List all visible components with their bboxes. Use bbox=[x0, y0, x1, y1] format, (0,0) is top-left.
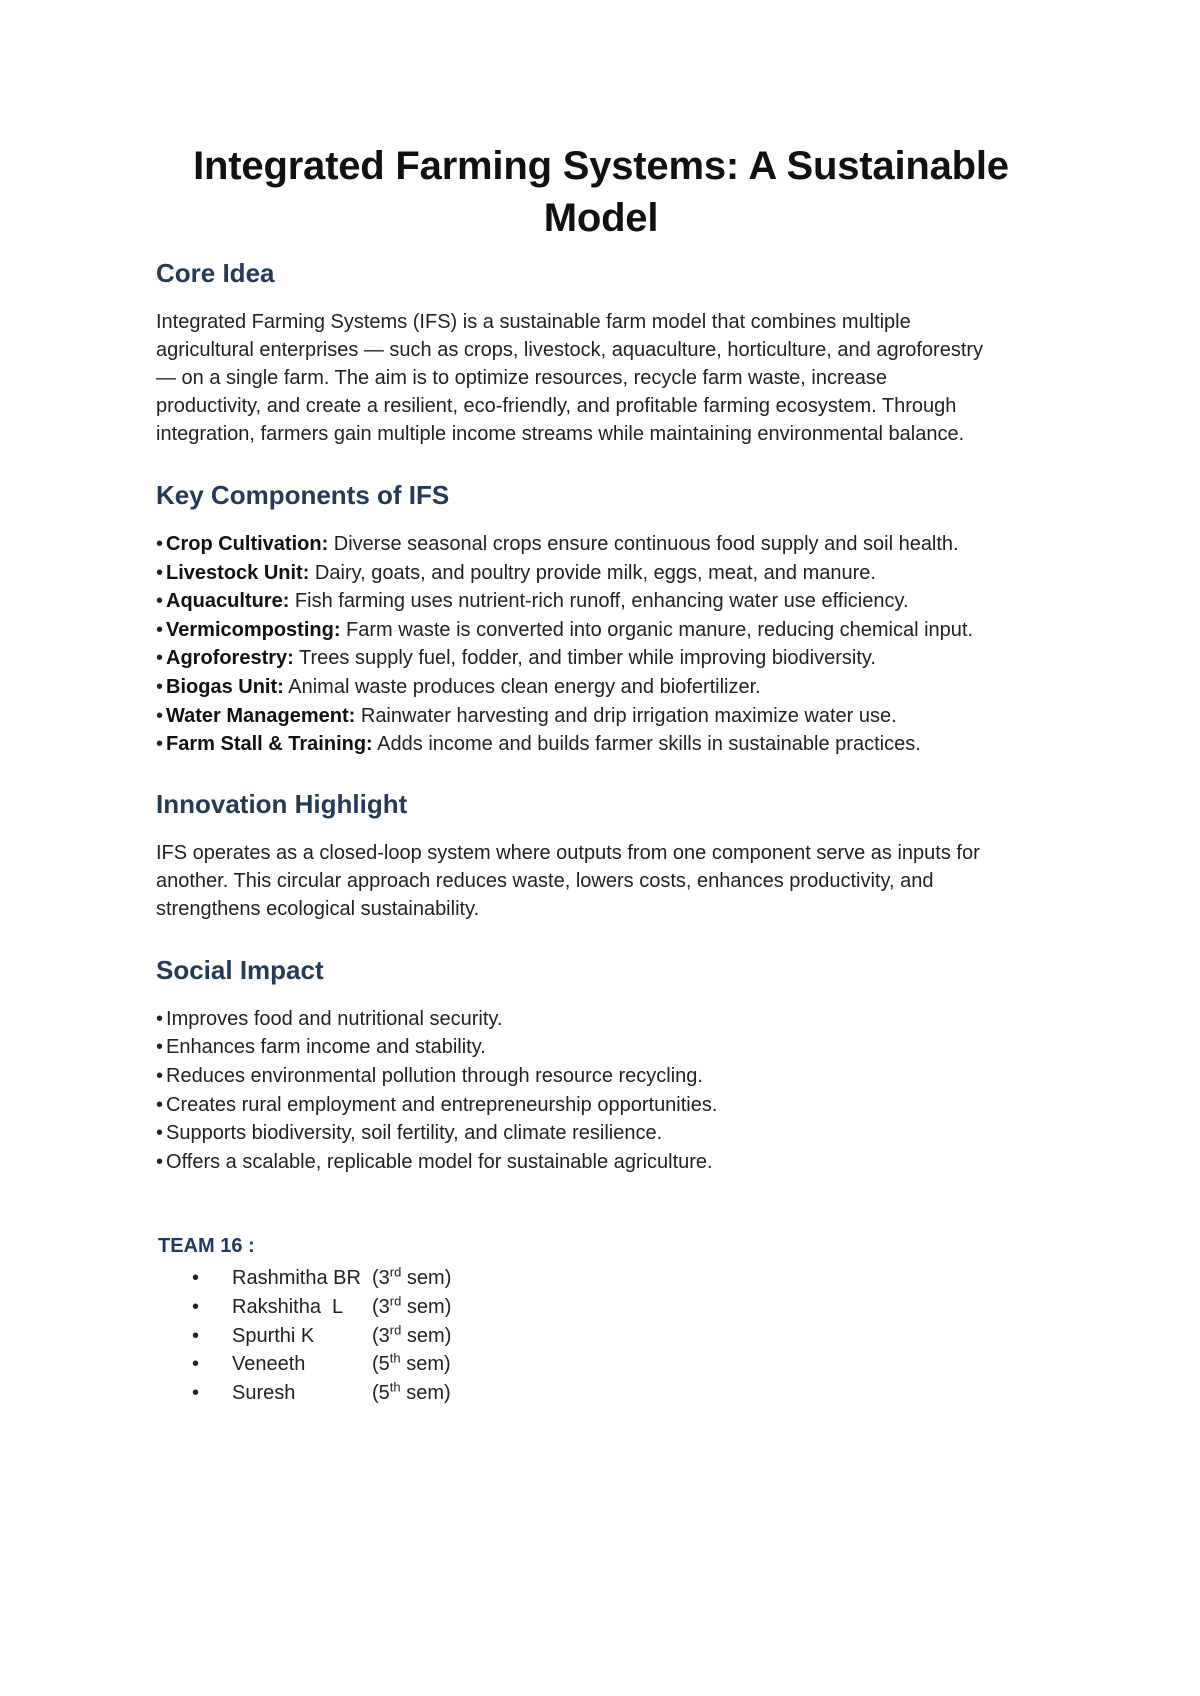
member-sem-sup: rd bbox=[389, 1321, 402, 1337]
team-member bbox=[192, 1322, 1046, 1351]
core-idea-line: — on a single farm. The aim is to optimize resources, recycle farm waste, increase bbox=[156, 367, 888, 389]
core-idea-line: integration, farmers gain multiple income streams while maintaining environmental balance. bbox=[156, 423, 965, 445]
bullet-icon: • bbox=[156, 733, 164, 756]
innovation-line: strengthens ecological sustainability. bbox=[156, 897, 480, 920]
list-item bbox=[156, 702, 1046, 731]
bullet-icon: • bbox=[192, 1267, 200, 1290]
list-item bbox=[156, 530, 1046, 559]
member-sem-close: sem) bbox=[401, 1267, 452, 1290]
components-list bbox=[156, 530, 1046, 759]
member-sem-sup: th bbox=[389, 1350, 401, 1366]
component-text: Animal waste produces clean energy and biofertilizer. bbox=[283, 675, 761, 698]
component-text: Farm waste is converted into organic manure, reducing chemical input. bbox=[340, 618, 974, 641]
component-text: Rainwater harvesting and drip irrigation maximize water use. bbox=[355, 704, 897, 727]
list-item bbox=[156, 1062, 1046, 1091]
list-item bbox=[156, 1033, 1046, 1062]
bullet-icon: • bbox=[156, 1150, 164, 1173]
list-item bbox=[156, 559, 1046, 588]
bullet-icon: • bbox=[156, 704, 164, 727]
bullet-icon: • bbox=[156, 1036, 164, 1059]
component-label: Livestock Unit: bbox=[166, 561, 310, 584]
social-impact-list bbox=[156, 1005, 1046, 1177]
member-sem-open: (3 bbox=[372, 1295, 390, 1318]
bullet-icon: • bbox=[156, 1007, 164, 1030]
member-sem-close: sem) bbox=[400, 1381, 451, 1404]
bullet-icon: • bbox=[192, 1324, 200, 1347]
component-text: Trees supply fuel, fodder, and timber while improving biodiversity. bbox=[293, 647, 876, 670]
component-label: Water Management: bbox=[166, 704, 356, 727]
component-text: Dairy, goats, and poultry provide milk, eggs, meat, and manure. bbox=[309, 561, 876, 584]
member-sem-open: (3 bbox=[372, 1267, 390, 1290]
list-item bbox=[156, 616, 1046, 645]
member-name: Rashmitha BR bbox=[232, 1267, 361, 1290]
list-item bbox=[156, 1091, 1046, 1120]
member-sem-open: (5 bbox=[372, 1381, 390, 1404]
social-impact-heading: Social Impact bbox=[156, 954, 324, 985]
core-idea-paragraph bbox=[156, 308, 1046, 448]
member-sem-close: sem) bbox=[400, 1353, 451, 1376]
component-label: Vermicomposting: bbox=[166, 618, 341, 641]
component-label: Farm Stall & Training: bbox=[166, 733, 373, 756]
component-label: Aquaculture: bbox=[166, 590, 290, 613]
member-sem-sup: rd bbox=[389, 1264, 402, 1280]
member-name: Spurthi K bbox=[232, 1324, 315, 1347]
component-text: Fish farming uses nutrient-rich runoff, enhancing water use efficiency. bbox=[289, 590, 909, 613]
team-member bbox=[192, 1264, 1046, 1293]
team-list bbox=[156, 1264, 1046, 1407]
bullet-icon: • bbox=[192, 1381, 200, 1404]
bullet-icon: • bbox=[156, 1064, 164, 1087]
member-sem-sup: rd bbox=[389, 1293, 402, 1309]
bullet-icon: • bbox=[156, 675, 164, 698]
impact-text: Reduces environmental pollution through resource recycling. bbox=[166, 1064, 703, 1087]
core-idea-line: agricultural enterprises — such as crops, livestock, aquaculture, horticulture, and agroforestry bbox=[156, 339, 984, 361]
impact-text: Offers a scalable, replicable model for sustainable agriculture. bbox=[166, 1150, 713, 1173]
innovation-line: IFS operates as a closed-loop system where outputs from one component serve as inputs for bbox=[156, 841, 980, 864]
impact-text: Supports biodiversity, soil fertility, and climate resilience. bbox=[166, 1122, 663, 1145]
member-sem-open: (3 bbox=[372, 1324, 390, 1347]
core-idea-heading: Core Idea bbox=[156, 258, 275, 288]
bullet-icon: • bbox=[156, 618, 164, 641]
team-title: TEAM 16 : bbox=[158, 1235, 255, 1258]
list-item bbox=[156, 673, 1046, 702]
innovation-line: another. This circular approach reduces waste, lowers costs, enhances productivity, and bbox=[156, 869, 934, 892]
list-item bbox=[156, 1119, 1046, 1148]
member-sem-close: sem) bbox=[401, 1324, 452, 1347]
bullet-icon: • bbox=[156, 647, 164, 670]
component-text: Diverse seasonal crops ensure continuous food supply and soil health. bbox=[328, 533, 959, 555]
impact-text: Creates rural employment and entrepreneurship opportunities. bbox=[166, 1093, 718, 1116]
core-idea-line: Integrated Farming Systems (IFS) is a sustainable farm model that combines multiple bbox=[156, 311, 911, 333]
component-text: Adds income and builds farmer skills in sustainable practices. bbox=[372, 733, 921, 756]
bullet-icon: • bbox=[192, 1295, 200, 1318]
list-item bbox=[156, 730, 1046, 759]
component-label: Agroforestry: bbox=[166, 647, 294, 670]
document-page bbox=[156, 140, 1046, 1407]
component-label: Crop Cultivation: bbox=[166, 533, 329, 555]
bullet-icon: • bbox=[156, 533, 164, 555]
list-item bbox=[156, 587, 1046, 616]
innovation-heading: Innovation Highlight bbox=[156, 788, 408, 819]
member-name: Suresh bbox=[232, 1381, 296, 1404]
list-item bbox=[156, 1005, 1046, 1034]
innovation-paragraph bbox=[156, 839, 1046, 923]
component-label: Biogas Unit: bbox=[166, 675, 284, 698]
bullet-icon: • bbox=[192, 1353, 200, 1376]
bullet-icon: • bbox=[156, 590, 164, 613]
bullet-icon: • bbox=[156, 1093, 164, 1116]
components-heading: Key Components of IFS bbox=[156, 480, 450, 510]
core-idea-line: productivity, and create a resilient, eco-friendly, and profitable farming ecosystem. Through bbox=[156, 395, 957, 417]
member-name: Rakshitha L bbox=[232, 1295, 344, 1318]
impact-text: Enhances farm income and stability. bbox=[166, 1036, 486, 1059]
impact-text: Improves food and nutritional security. bbox=[166, 1007, 503, 1030]
list-item bbox=[156, 644, 1046, 673]
page-title: Integrated Farming Systems: A Sustainable Model bbox=[193, 144, 1009, 240]
team-member bbox=[192, 1350, 1046, 1379]
list-item bbox=[156, 1148, 1046, 1177]
team-member bbox=[192, 1293, 1046, 1322]
team-member bbox=[192, 1379, 1046, 1408]
bullet-icon: • bbox=[156, 1122, 164, 1145]
bullet-icon: • bbox=[156, 561, 164, 584]
member-name: Veneeth bbox=[232, 1353, 306, 1376]
member-sem-sup: th bbox=[389, 1379, 401, 1395]
member-sem-close: sem) bbox=[401, 1295, 452, 1318]
member-sem-open: (5 bbox=[372, 1353, 390, 1376]
